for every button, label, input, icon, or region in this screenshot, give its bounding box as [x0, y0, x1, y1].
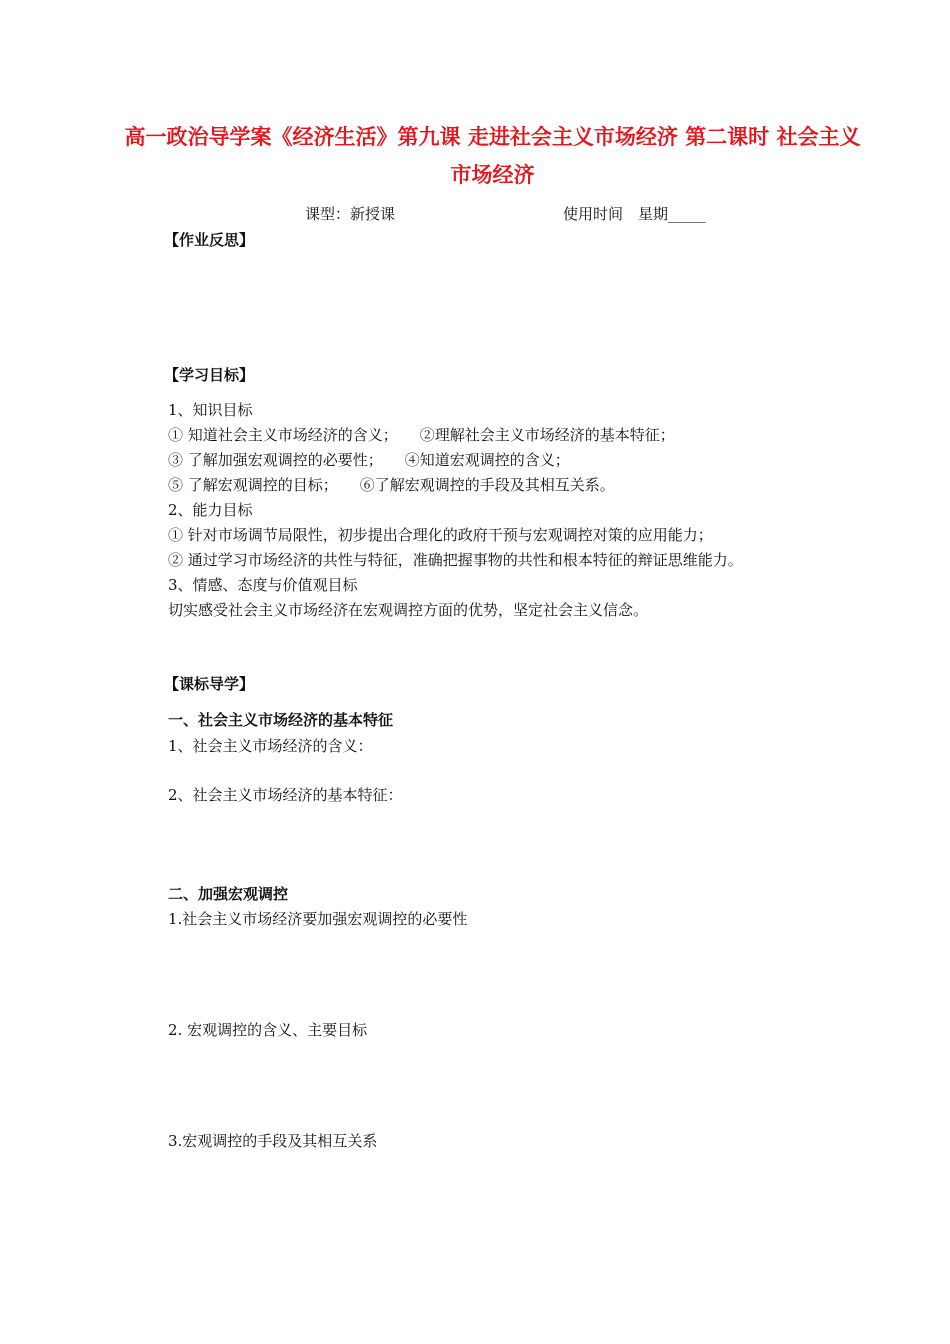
- part1-question-1: 1、社会主义市场经济的含义：: [168, 737, 373, 755]
- knowledge-item-1: ① 知道社会主义市场经济的含义；: [168, 426, 398, 444]
- knowledge-item-2: ②理解社会主义市场经济的基本特征；: [419, 426, 675, 444]
- usage-time: 使用时间 星期_____: [563, 205, 706, 223]
- knowledge-line-1: [168, 424, 675, 445]
- part2-question-3: 3.宏观调控的手段及其相互关系: [168, 1132, 378, 1150]
- part2-title: 二、加强宏观调控: [168, 885, 289, 903]
- homework-reflection-heading: 【作业反思】: [164, 231, 255, 249]
- knowledge-item-4: ④知道宏观调控的含义；: [404, 451, 570, 469]
- part2-question-1: 1.社会主义市场经济要加强宏观调控的必要性: [168, 910, 468, 928]
- part2-question-2: 2. 宏观调控的含义、主要目标: [168, 1021, 368, 1039]
- knowledge-item-6: ⑥了解宏观调控的手段及其相互关系。: [359, 476, 615, 494]
- emotion-objectives-title: 3、情感、态度与价值观目标: [168, 576, 358, 594]
- ability-objectives-title: 2、能力目标: [168, 501, 253, 519]
- knowledge-line-2: [168, 449, 570, 470]
- part1-title: 一、社会主义市场经济的基本特征: [168, 711, 394, 729]
- document-title: 高一政治导学案《经济生活》第九课 走进社会主义市场经济 第二课时 社会主义市场经济: [124, 125, 861, 187]
- knowledge-item-5: ⑤ 了解宏观调控的目标；: [168, 476, 338, 494]
- ability-item-2: ② 通过学习市场经济的共性与特征，准确把握事物的共性和根本特征的辩证思维能力。: [168, 551, 743, 569]
- knowledge-objectives-title: 1、知识目标: [168, 401, 253, 419]
- lesson-type: 课型：新授课: [305, 205, 396, 223]
- ability-item-1: ① 针对市场调节局限性，初步提出合理化的政府干预与宏观调控对策的应用能力；: [168, 526, 713, 544]
- learning-objectives-heading: 【学习目标】: [164, 366, 255, 384]
- emotion-objectives-text: 切实感受社会主义市场经济在宏观调控方面的优势，坚定社会主义信念。: [168, 601, 649, 619]
- curriculum-guide-heading: 【课标导学】: [164, 675, 255, 693]
- knowledge-line-3: [168, 474, 615, 495]
- part1-question-2: 2、社会主义市场经济的基本特征：: [168, 786, 403, 804]
- knowledge-item-3: ③ 了解加强宏观调控的必要性；: [168, 451, 383, 469]
